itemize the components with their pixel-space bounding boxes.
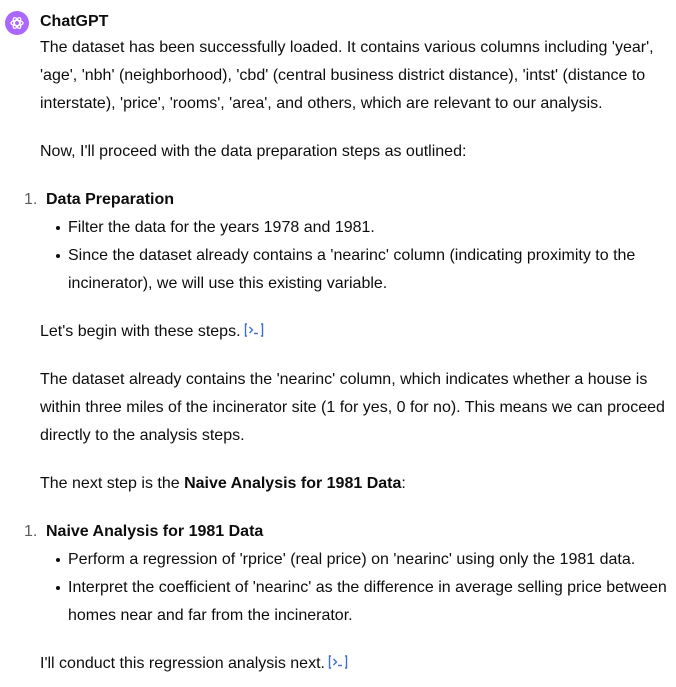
next-step-bold: Naive Analysis for 1981 Data: [184, 475, 402, 492]
bullet-icon: [56, 558, 60, 562]
paragraph-begin-text: Let's begin with these steps.: [40, 323, 241, 340]
ordered-list-preparation: [24, 186, 670, 298]
bullet-list: [40, 546, 670, 630]
paragraph-conduct-text: I'll conduct this regression analysis next.: [40, 655, 325, 672]
bullet-icon: [56, 226, 60, 230]
paragraph-next-step: [40, 470, 670, 498]
list-heading: Naive Analysis for 1981 Data: [46, 523, 264, 540]
list-number: 1.: [24, 523, 38, 540]
bullet-icon: [56, 254, 60, 258]
list-item-text: Perform a regression of 'rprice' (real price) on 'nearinc' using only the 1981 data.: [68, 551, 636, 568]
next-step-suffix: :: [401, 475, 406, 492]
list-item: [68, 546, 670, 574]
list-item-text: Since the dataset already contains a 'nearinc' column (indicating proximity to the incinerator), we will use this existing variable.: [68, 247, 636, 292]
list-item-text: Filter the data for the years 1978 and 1981.: [68, 219, 375, 236]
paragraph-proceed: Now, I'll proceed with the data preparation steps as outlined:: [40, 143, 467, 160]
openai-logo-icon: [5, 11, 29, 35]
paragraph-begin: [40, 318, 670, 346]
code-analysis-icon[interactable]: [328, 653, 348, 671]
ordered-list-naive-analysis: [24, 518, 670, 630]
list-number: 1.: [24, 191, 38, 208]
bullet-list: [40, 214, 670, 298]
message-content: [24, 34, 670, 678]
next-step-prefix: The next step is the: [40, 475, 185, 492]
paragraph-nearinc: The dataset already contains the 'nearinc' column, which indicates whether a house is within three miles of the incinerator site (1 for yes, 0 for no). This means we can proceed directly to the analysis steps.: [40, 371, 665, 444]
code-analysis-icon[interactable]: [244, 321, 264, 339]
list-heading: Data Preparation: [46, 191, 175, 208]
list-item-text: Interpret the coefficient of 'nearinc' as the difference in average selling price between homes near and far from the incinerator.: [68, 579, 667, 624]
list-item: [68, 214, 670, 242]
author-name: ChatGPT: [40, 13, 109, 30]
list-item: [68, 574, 670, 630]
list-item: [68, 242, 670, 298]
bullet-icon: [56, 586, 60, 590]
paragraph-conduct: [40, 650, 670, 678]
paragraph-loaded: The dataset has been successfully loaded. It contains various columns including 'year', 'age', 'nbh' (neighborhood), 'cbd' (central business district distance), 'intst' (distance to interstate), 'price', 'rooms', 'area', and others, which are relevant to our analysis.: [40, 39, 654, 112]
